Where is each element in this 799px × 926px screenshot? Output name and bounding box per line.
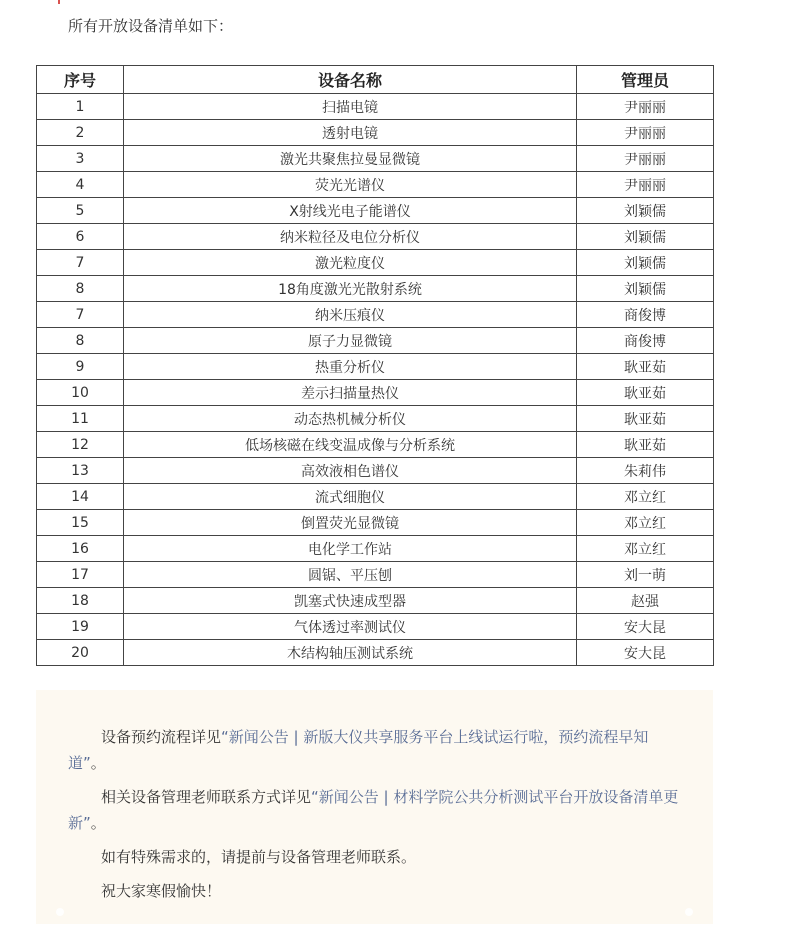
row-manager-cell: 商俊博 — [577, 328, 714, 354]
notice-booking-text: 设备预约流程详见 — [101, 728, 222, 746]
table-row — [37, 380, 714, 406]
row-index-cell: 9 — [37, 354, 124, 380]
table-row — [37, 198, 714, 224]
row-equipment-name-cell: 18角度激光光散射系统 — [124, 276, 577, 302]
header-equipment-name: 设备名称 — [124, 66, 577, 94]
table-row — [37, 432, 714, 458]
table-row — [37, 562, 714, 588]
row-equipment-name-cell: 高效液相色谱仪 — [124, 458, 577, 484]
row-index-cell: 10 — [37, 380, 124, 406]
row-equipment-name-cell: X射线光电子能谱仪 — [124, 198, 577, 224]
table-row — [37, 588, 714, 614]
row-manager-cell: 尹丽丽 — [577, 120, 714, 146]
notice-booking-end: 。 — [90, 754, 106, 772]
row-index-cell: 11 — [37, 406, 124, 432]
row-equipment-name-cell: 荧光光谱仪 — [124, 172, 577, 198]
row-manager-cell: 耿亚茹 — [577, 406, 714, 432]
row-equipment-name-cell: 凯塞式快速成型器 — [124, 588, 577, 614]
row-index-cell: 18 — [37, 588, 124, 614]
notice-contact-end: 。 — [90, 814, 106, 832]
table-row — [37, 536, 714, 562]
row-equipment-name-cell: 原子力显微镜 — [124, 328, 577, 354]
row-manager-cell: 尹丽丽 — [577, 94, 714, 120]
row-index-cell: 4 — [37, 172, 124, 198]
row-equipment-name-cell: 电化学工作站 — [124, 536, 577, 562]
table-row — [37, 276, 714, 302]
header-manager: 管理员 — [577, 66, 714, 94]
row-index-cell: 1 — [37, 94, 124, 120]
row-index-cell: 7 — [37, 302, 124, 328]
notice-contact-text: 相关设备管理老师联系方式详见 — [101, 788, 312, 806]
row-index-cell: 17 — [37, 562, 124, 588]
table-row — [37, 146, 714, 172]
row-manager-cell: 赵强 — [577, 588, 714, 614]
equipment-table — [36, 65, 714, 666]
row-manager-cell: 刘一萌 — [577, 562, 714, 588]
table-row — [37, 354, 714, 380]
top-accent-mark — [58, 0, 60, 4]
row-manager-cell: 耿亚茹 — [577, 380, 714, 406]
header-index: 序号 — [37, 66, 124, 94]
row-equipment-name-cell: 纳米压痕仪 — [124, 302, 577, 328]
table-row — [37, 328, 714, 354]
row-index-cell: 5 — [37, 198, 124, 224]
notice-greeting: 祝大家寒假愉快！ — [101, 882, 222, 900]
row-index-cell: 8 — [37, 328, 124, 354]
table-row — [37, 172, 714, 198]
row-manager-cell: 耿亚茹 — [577, 432, 714, 458]
row-equipment-name-cell: 倒置荧光显微镜 — [124, 510, 577, 536]
notice-box — [36, 690, 713, 924]
row-index-cell: 16 — [37, 536, 124, 562]
row-equipment-name-cell: 动态热机械分析仪 — [124, 406, 577, 432]
table-header-row — [37, 66, 714, 94]
row-equipment-name-cell: 透射电镜 — [124, 120, 577, 146]
row-equipment-name-cell: 差示扫描量热仪 — [124, 380, 577, 406]
row-manager-cell: 安大昆 — [577, 640, 714, 666]
table-row — [37, 640, 714, 666]
row-equipment-name-cell: 热重分析仪 — [124, 354, 577, 380]
booking-process-link[interactable]: “新闻公告 | 新版大仪共享服务平台上线试运行啦，预约流程早知道” — [68, 728, 649, 772]
row-equipment-name-cell: 木结构轴压测试系统 — [124, 640, 577, 666]
row-manager-cell: 刘颖儒 — [577, 198, 714, 224]
table-row — [37, 302, 714, 328]
corner-decoration-dot — [685, 908, 693, 916]
row-index-cell: 19 — [37, 614, 124, 640]
table-row — [37, 458, 714, 484]
row-index-cell: 3 — [37, 146, 124, 172]
row-index-cell: 7 — [37, 250, 124, 276]
row-equipment-name-cell: 激光粒度仪 — [124, 250, 577, 276]
table-row — [37, 224, 714, 250]
row-manager-cell: 邓立红 — [577, 536, 714, 562]
row-index-cell: 8 — [37, 276, 124, 302]
row-equipment-name-cell: 流式细胞仪 — [124, 484, 577, 510]
table-row — [37, 250, 714, 276]
notice-special-needs: 如有特殊需求的，请提前与设备管理老师联系。 — [101, 848, 417, 866]
row-manager-cell: 刘颖儒 — [577, 250, 714, 276]
row-equipment-name-cell: 低场核磁在线变温成像与分析系统 — [124, 432, 577, 458]
row-equipment-name-cell: 圆锯、平压刨 — [124, 562, 577, 588]
row-index-cell: 14 — [37, 484, 124, 510]
row-manager-cell: 邓立红 — [577, 484, 714, 510]
row-index-cell: 20 — [37, 640, 124, 666]
row-index-cell: 15 — [37, 510, 124, 536]
table-row — [37, 614, 714, 640]
row-manager-cell: 尹丽丽 — [577, 146, 714, 172]
row-equipment-name-cell: 气体透过率测试仪 — [124, 614, 577, 640]
table-row — [37, 120, 714, 146]
row-index-cell: 12 — [37, 432, 124, 458]
row-equipment-name-cell: 激光共聚焦拉曼显微镜 — [124, 146, 577, 172]
notice-contact-paragraph — [68, 784, 680, 836]
row-manager-cell: 尹丽丽 — [577, 172, 714, 198]
row-manager-cell: 商俊博 — [577, 302, 714, 328]
intro-text: 所有开放设备清单如下： — [68, 17, 234, 35]
row-index-cell: 6 — [37, 224, 124, 250]
row-manager-cell: 耿亚茹 — [577, 354, 714, 380]
notice-booking-paragraph — [68, 724, 680, 776]
row-index-cell: 2 — [37, 120, 124, 146]
row-index-cell: 13 — [37, 458, 124, 484]
table-row — [37, 406, 714, 432]
row-manager-cell: 安大昆 — [577, 614, 714, 640]
row-manager-cell: 邓立红 — [577, 510, 714, 536]
row-manager-cell: 朱莉伟 — [577, 458, 714, 484]
table-row — [37, 484, 714, 510]
table-body — [37, 94, 714, 666]
table-row — [37, 94, 714, 120]
row-manager-cell: 刘颖儒 — [577, 276, 714, 302]
row-equipment-name-cell: 纳米粒径及电位分析仪 — [124, 224, 577, 250]
equipment-list-link[interactable]: “新闻公告 | 材料学院公共分析测试平台开放设备清单更新” — [68, 788, 679, 832]
row-equipment-name-cell: 扫描电镜 — [124, 94, 577, 120]
row-manager-cell: 刘颖儒 — [577, 224, 714, 250]
corner-decoration-dot — [56, 908, 64, 916]
table-row — [37, 510, 714, 536]
